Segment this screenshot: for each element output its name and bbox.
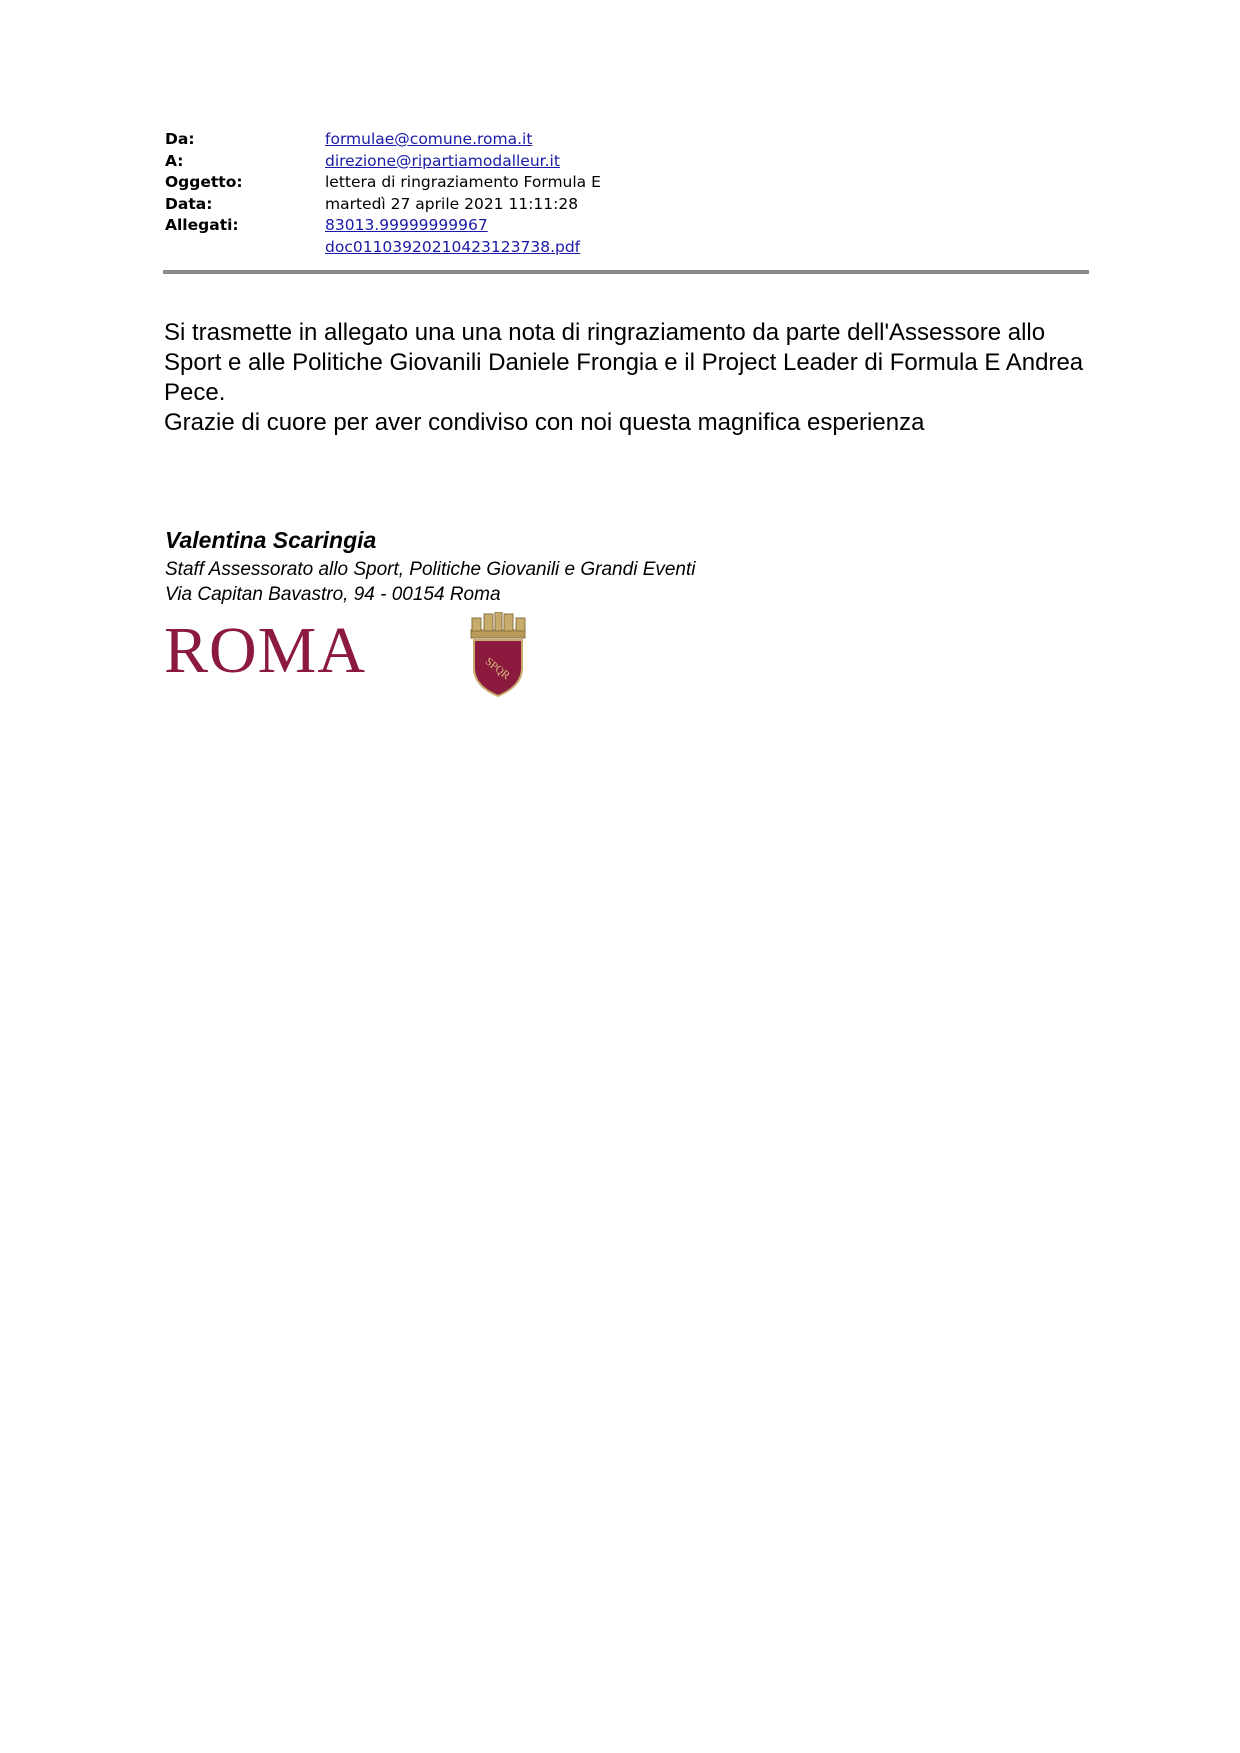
signature-role: Staff Assessorato allo Sport, Politiche Giovanili e Grandi Eventi	[165, 559, 696, 580]
attachments-label: Allegati:	[165, 216, 239, 234]
header-divider	[163, 270, 1089, 274]
body-paragraph: Si trasmette in allegato una una nota di ringraziamento da parte dell'Assessore allo Sport e alle Politiche Giovanili Daniele Frongia e il Project Leader di Formula E Andrea Pece.	[164, 319, 1084, 406]
spqr-crest-icon	[462, 612, 534, 698]
roma-logo: ROMA	[164, 614, 367, 687]
signature-name: Valentina Scaringia	[165, 527, 377, 553]
from-row	[165, 129, 1085, 151]
email-header	[165, 129, 1085, 258]
subject-row	[165, 172, 1085, 194]
subject-label: Oggetto:	[165, 173, 243, 191]
attachments-row	[165, 215, 1085, 258]
to-email-link[interactable]: direzione@ripartiamodalleur.it	[325, 151, 560, 170]
from-label: Da:	[165, 130, 195, 148]
date-value: martedì 27 aprile 2021 11:11:28	[325, 194, 579, 213]
date-label: Data:	[165, 194, 213, 213]
crest-text: SPQR	[482, 655, 512, 682]
attachment-link[interactable]: doc01103920210423123738.pdf	[325, 237, 581, 256]
subject-value: lettera di ringraziamento Formula E	[325, 173, 601, 191]
attachment-link[interactable]: 83013.99999999967	[325, 216, 488, 234]
email-body	[164, 318, 1084, 438]
to-label: A:	[165, 151, 184, 170]
body-paragraph: Grazie di cuore per aver condiviso con noi questa magnifica esperienza	[164, 409, 925, 436]
signature-address: Via Capitan Bavastro, 94 - 00154 Roma	[165, 584, 501, 605]
date-row	[165, 194, 1085, 216]
to-row	[165, 151, 1085, 173]
from-email-link[interactable]: formulae@comune.roma.it	[325, 130, 533, 148]
